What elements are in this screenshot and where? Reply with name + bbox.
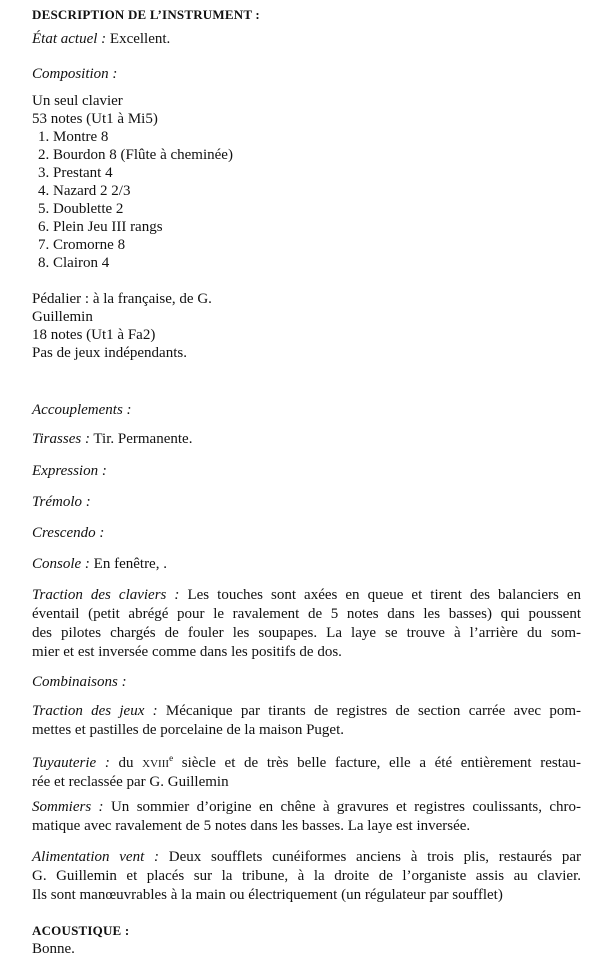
paragraph-text: Mécanique par tirants de registres de section carrée avec pom- [165, 703, 582, 719]
traction-jeux-paragraph [32, 702, 581, 740]
pedalier-jeux-line: Pas de jeux indépendants. [32, 345, 187, 361]
paragraph-line: G. Guillemin et placés sur la tribune, à la droite de l’organiste assis au clavier. [32, 868, 581, 884]
paragraph-line: matique avec ravalement de 5 notes dans les basses. La laye est inversée. [32, 818, 471, 834]
tirasses-value: Tir. Permanente. [93, 431, 193, 447]
console-line [32, 555, 167, 573]
paragraph-text: Un sommier d’origine en chêne à gravures et registres coulissants, chro- [110, 799, 582, 815]
description-heading: DESCRIPTION DE L’INSTRUMENT : [32, 7, 260, 22]
acoustique-value: Bonne. [32, 941, 75, 957]
paragraph-line [32, 702, 581, 721]
tirasses-label: Tirasses : [32, 431, 90, 447]
pedalier-maker-line: Guillemin [32, 309, 93, 325]
sommiers-paragraph [32, 798, 581, 836]
traction-jeux-label: Traction des jeux : [32, 703, 158, 719]
paragraph-text: Les touches sont axées en queue et tirent des balanciers en [187, 587, 582, 603]
stop-item: 5. Doublette 2 [38, 201, 124, 217]
paragraph-line: éventail (petit abrégé pour le ravalement de 5 notes dans les basses) qui poussent [32, 606, 581, 622]
crescendo-label: Crescendo : [32, 525, 105, 541]
console-label: Console : [32, 556, 90, 572]
stop-item: 1. Montre 8 [38, 129, 109, 145]
tremolo-label: Trémolo : [32, 494, 91, 510]
combinaisons-label: Combinaisons : [32, 674, 127, 690]
century-superscript: e [169, 753, 174, 763]
tuyauterie-paragraph [32, 749, 581, 792]
stop-item: 2. Bourdon 8 (Flûte à cheminée) [38, 147, 233, 163]
accouplements-label: Accouplements : [32, 402, 132, 418]
acoustique-heading: ACOUSTIQUE : [32, 923, 130, 938]
paragraph-line [32, 749, 581, 773]
alimentation-paragraph [32, 848, 581, 905]
composition-label: Composition : [32, 66, 118, 82]
paragraph-text: du [118, 755, 134, 771]
paragraph-line [32, 586, 581, 605]
alimentation-label: Alimentation vent : [32, 849, 159, 865]
sommiers-label: Sommiers : [32, 799, 104, 815]
etat-actuel-label: État actuel : [32, 31, 107, 47]
stop-item: 3. Prestant 4 [38, 165, 113, 181]
paragraph-line [32, 798, 581, 817]
paragraph-text: siècle et de très belle facture, elle a été entièrement restau- [181, 755, 582, 771]
paragraph-line: mier et est inversée comme dans les positifs de dos. [32, 644, 342, 660]
paragraph-line: rée et reclassée par G. Guillemin [32, 774, 229, 790]
pedalier-notes-line: 18 notes (Ut1 à Fa2) [32, 327, 156, 343]
clavier-notes-line: 53 notes (Ut1 à Mi5) [32, 111, 158, 127]
paragraph-line: mettes et pastilles de porcelaine de la maison Puget. [32, 722, 344, 738]
clavier-line: Un seul clavier [32, 93, 123, 109]
pedalier-line: Pédalier : à la française, de G. [32, 291, 212, 307]
etat-actuel-value: Excellent. [109, 31, 171, 47]
paragraph-line: Ils sont manœuvrables à la main ou électriquement (un régulateur par soufflet) [32, 887, 503, 903]
stop-item: 4. Nazard 2 2/3 [38, 183, 131, 199]
expression-label: Expression : [32, 463, 107, 479]
stop-item: 8. Clairon 4 [38, 255, 110, 271]
stop-item: 6. Plein Jeu III rangs [38, 219, 163, 235]
traction-claviers-label: Traction des claviers : [32, 587, 180, 603]
console-value: En fenêtre, . [93, 556, 167, 572]
traction-claviers-paragraph [32, 586, 581, 662]
tuyauterie-label: Tuyauterie : [32, 755, 110, 771]
paragraph-line: des pilotes chargés de fouler les soupapes. La laye se trouve à l’arrière du som- [32, 625, 581, 641]
tirasses-line [32, 430, 192, 448]
stop-item: 7. Cromorne 8 [38, 237, 126, 253]
century-numeral: xviii [142, 755, 170, 771]
paragraph-text: Deux soufflets cunéiformes anciens à trois plis, restaurés par [168, 849, 582, 865]
etat-actuel-line [32, 30, 170, 48]
paragraph-line [32, 848, 581, 867]
